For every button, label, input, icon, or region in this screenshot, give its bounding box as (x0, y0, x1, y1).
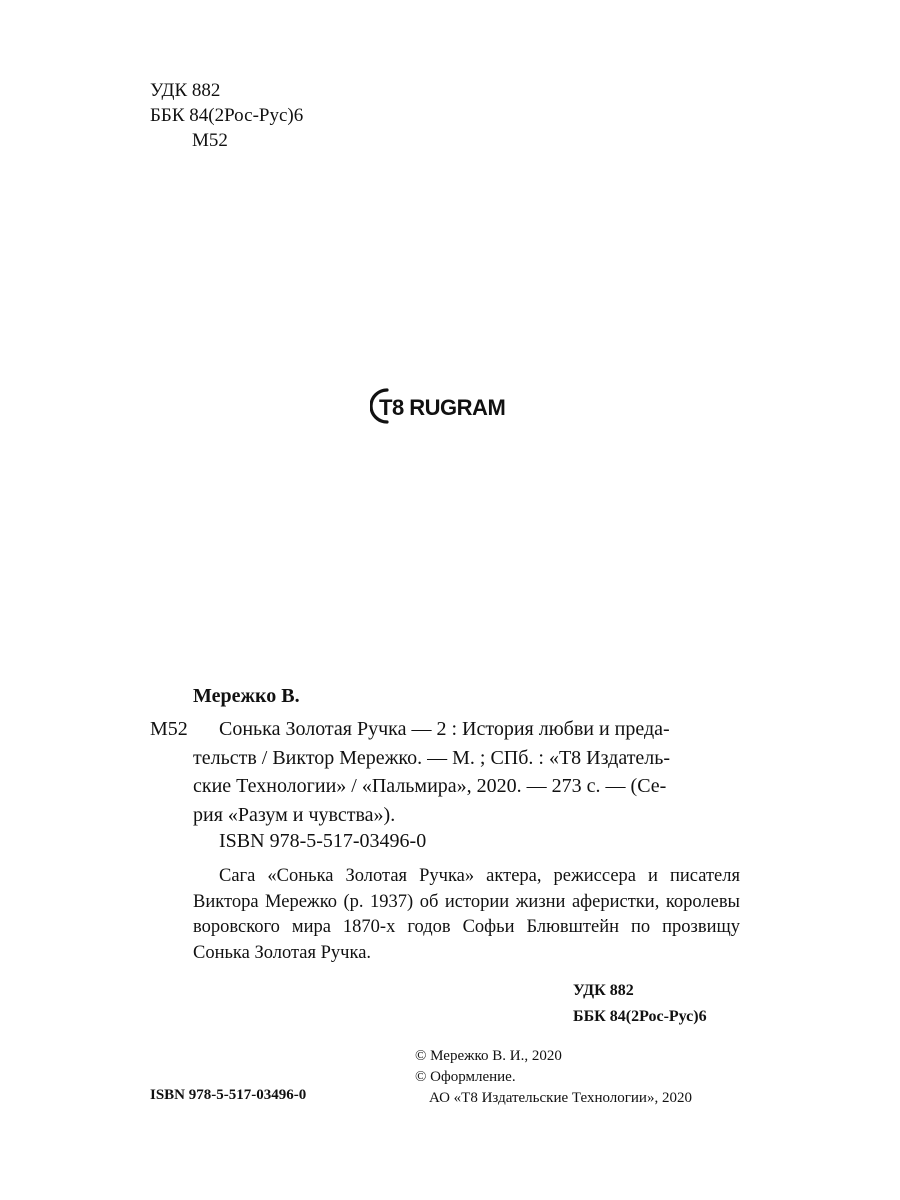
udk-code-bold: УДК 882 (573, 982, 634, 999)
copyright-publisher: АО «Т8 Издательские Технологии», 2020 (429, 1090, 692, 1106)
description-line: ские Технологии» / «Пальмира», 2020. — 273 с. — (Се- (193, 775, 667, 797)
bbk-code-bold: ББК 84(2Рос-Рус)6 (573, 1008, 707, 1025)
top-classification-codes (150, 78, 303, 153)
bbk-code: ББК 84(2Рос-Рус)6 (150, 105, 304, 126)
bibliographic-description (193, 715, 740, 829)
record-author-mark: М52 (150, 718, 188, 740)
t8-rugram-logo-icon (370, 386, 520, 426)
description-line: Сонька Золотая Ручка — 2 : История любви и преда- (219, 718, 670, 740)
isbn: ISBN 978-5-517-03496-0 (219, 830, 427, 852)
copyright-design: © Оформление. (415, 1069, 516, 1085)
author-mark: М52 (192, 130, 228, 151)
description-line: рия «Разум и чувства»). (193, 803, 396, 826)
description-line: тельств / Виктор Мережко. — М. ; СПб. : «Т8 Издатель- (193, 746, 671, 769)
publisher-logo (370, 386, 520, 426)
copyright-author: © Мережко В. И., 2020 (415, 1048, 562, 1064)
bottom-classification-codes (573, 978, 707, 1030)
isbn-bottom: ISBN 978-5-517-03496-0 (150, 1087, 307, 1103)
copyright-block (415, 1046, 692, 1109)
logo-text: T8 RUGRAM (379, 395, 506, 420)
record-author: Мережко В. (193, 685, 300, 707)
annotation: Сага «Сонька Золотая Ручка» актера, режиссера и писателя Виктора Мережко (р. 1937) об истории жизни аферистки, королевы воровского мира 1870-х годов Софьи Блювштейн по прозвищу Сонька Золотая Ручка. (193, 866, 740, 963)
udk-code: УДК 882 (150, 80, 221, 101)
